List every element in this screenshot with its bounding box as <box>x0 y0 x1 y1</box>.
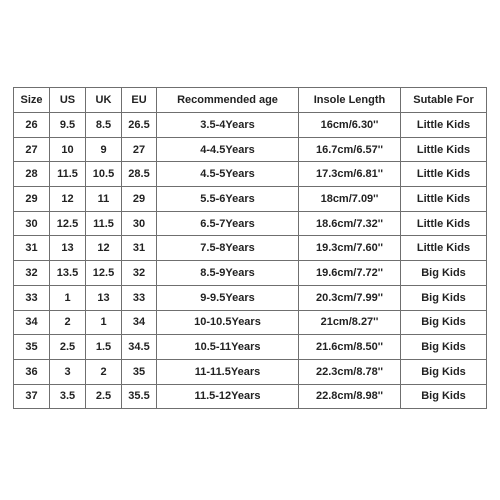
cell-suitable: Little Kids <box>401 137 487 162</box>
cell-eu: 35 <box>122 359 157 384</box>
cell-suitable: Little Kids <box>401 113 487 138</box>
cell-size: 35 <box>14 335 50 360</box>
cell-age: 5.5-6Years <box>157 187 299 212</box>
cell-age: 10.5-11Years <box>157 335 299 360</box>
cell-size: 26 <box>14 113 50 138</box>
cell-eu: 34.5 <box>122 335 157 360</box>
cell-us: 13.5 <box>50 261 86 286</box>
cell-age: 10-10.5Years <box>157 310 299 335</box>
cell-suitable: Little Kids <box>401 187 487 212</box>
size-chart-table <box>13 87 487 409</box>
cell-suitable: Big Kids <box>401 285 487 310</box>
cell-size: 28 <box>14 162 50 187</box>
table-row <box>14 285 487 310</box>
cell-uk: 1.5 <box>86 335 122 360</box>
cell-insole: 19.6cm/7.72'' <box>299 261 401 286</box>
header-eu: EU <box>122 88 157 113</box>
cell-eu: 35.5 <box>122 384 157 409</box>
cell-eu: 29 <box>122 187 157 212</box>
cell-eu: 33 <box>122 285 157 310</box>
cell-size: 34 <box>14 310 50 335</box>
table-row <box>14 137 487 162</box>
table-row <box>14 261 487 286</box>
cell-us: 10 <box>50 137 86 162</box>
cell-us: 2.5 <box>50 335 86 360</box>
cell-uk: 9 <box>86 137 122 162</box>
header-insole-length: Insole Length <box>299 88 401 113</box>
cell-age: 4.5-5Years <box>157 162 299 187</box>
cell-insole: 21cm/8.27'' <box>299 310 401 335</box>
cell-age: 6.5-7Years <box>157 211 299 236</box>
table-row <box>14 211 487 236</box>
table-row <box>14 236 487 261</box>
cell-eu: 32 <box>122 261 157 286</box>
cell-eu: 27 <box>122 137 157 162</box>
cell-suitable: Big Kids <box>401 335 487 360</box>
cell-us: 12.5 <box>50 211 86 236</box>
table-row <box>14 335 487 360</box>
cell-size: 30 <box>14 211 50 236</box>
cell-eu: 31 <box>122 236 157 261</box>
cell-us: 2 <box>50 310 86 335</box>
cell-age: 4-4.5Years <box>157 137 299 162</box>
header-row <box>14 88 487 113</box>
table-row <box>14 384 487 409</box>
cell-eu: 28.5 <box>122 162 157 187</box>
table-row <box>14 187 487 212</box>
cell-age: 11-11.5Years <box>157 359 299 384</box>
cell-uk: 8.5 <box>86 113 122 138</box>
cell-insole: 20.3cm/7.99'' <box>299 285 401 310</box>
header-uk: UK <box>86 88 122 113</box>
cell-insole: 17.3cm/6.81'' <box>299 162 401 187</box>
cell-suitable: Little Kids <box>401 236 487 261</box>
cell-us: 9.5 <box>50 113 86 138</box>
cell-suitable: Big Kids <box>401 359 487 384</box>
cell-insole: 16.7cm/6.57'' <box>299 137 401 162</box>
cell-age: 7.5-8Years <box>157 236 299 261</box>
table-row <box>14 310 487 335</box>
cell-insole: 16cm/6.30'' <box>299 113 401 138</box>
cell-size: 33 <box>14 285 50 310</box>
cell-suitable: Big Kids <box>401 261 487 286</box>
header-recommended-age: Recommended age <box>157 88 299 113</box>
cell-insole: 18cm/7.09'' <box>299 187 401 212</box>
cell-age: 11.5-12Years <box>157 384 299 409</box>
cell-uk: 2.5 <box>86 384 122 409</box>
cell-size: 27 <box>14 137 50 162</box>
cell-insole: 19.3cm/7.60'' <box>299 236 401 261</box>
cell-us: 11.5 <box>50 162 86 187</box>
cell-eu: 34 <box>122 310 157 335</box>
cell-insole: 22.8cm/8.98'' <box>299 384 401 409</box>
cell-insole: 22.3cm/8.78'' <box>299 359 401 384</box>
table-header <box>14 88 487 113</box>
cell-age: 9-9.5Years <box>157 285 299 310</box>
cell-uk: 13 <box>86 285 122 310</box>
table-row <box>14 162 487 187</box>
header-suitable-for: Sutable For <box>401 88 487 113</box>
cell-suitable: Little Kids <box>401 211 487 236</box>
cell-us: 13 <box>50 236 86 261</box>
cell-eu: 26.5 <box>122 113 157 138</box>
header-us: US <box>50 88 86 113</box>
cell-uk: 2 <box>86 359 122 384</box>
cell-eu: 30 <box>122 211 157 236</box>
cell-age: 3.5-4Years <box>157 113 299 138</box>
cell-us: 1 <box>50 285 86 310</box>
cell-us: 12 <box>50 187 86 212</box>
header-size: Size <box>14 88 50 113</box>
cell-suitable: Little Kids <box>401 162 487 187</box>
cell-size: 36 <box>14 359 50 384</box>
cell-insole: 21.6cm/8.50'' <box>299 335 401 360</box>
cell-size: 37 <box>14 384 50 409</box>
cell-uk: 1 <box>86 310 122 335</box>
cell-size: 32 <box>14 261 50 286</box>
cell-suitable: Big Kids <box>401 384 487 409</box>
cell-uk: 12.5 <box>86 261 122 286</box>
cell-uk: 11.5 <box>86 211 122 236</box>
cell-uk: 10.5 <box>86 162 122 187</box>
cell-insole: 18.6cm/7.32'' <box>299 211 401 236</box>
cell-uk: 12 <box>86 236 122 261</box>
cell-size: 29 <box>14 187 50 212</box>
cell-us: 3 <box>50 359 86 384</box>
cell-age: 8.5-9Years <box>157 261 299 286</box>
cell-suitable: Big Kids <box>401 310 487 335</box>
table-row <box>14 113 487 138</box>
cell-us: 3.5 <box>50 384 86 409</box>
cell-size: 31 <box>14 236 50 261</box>
table-body <box>14 113 487 409</box>
table-row <box>14 359 487 384</box>
cell-uk: 11 <box>86 187 122 212</box>
